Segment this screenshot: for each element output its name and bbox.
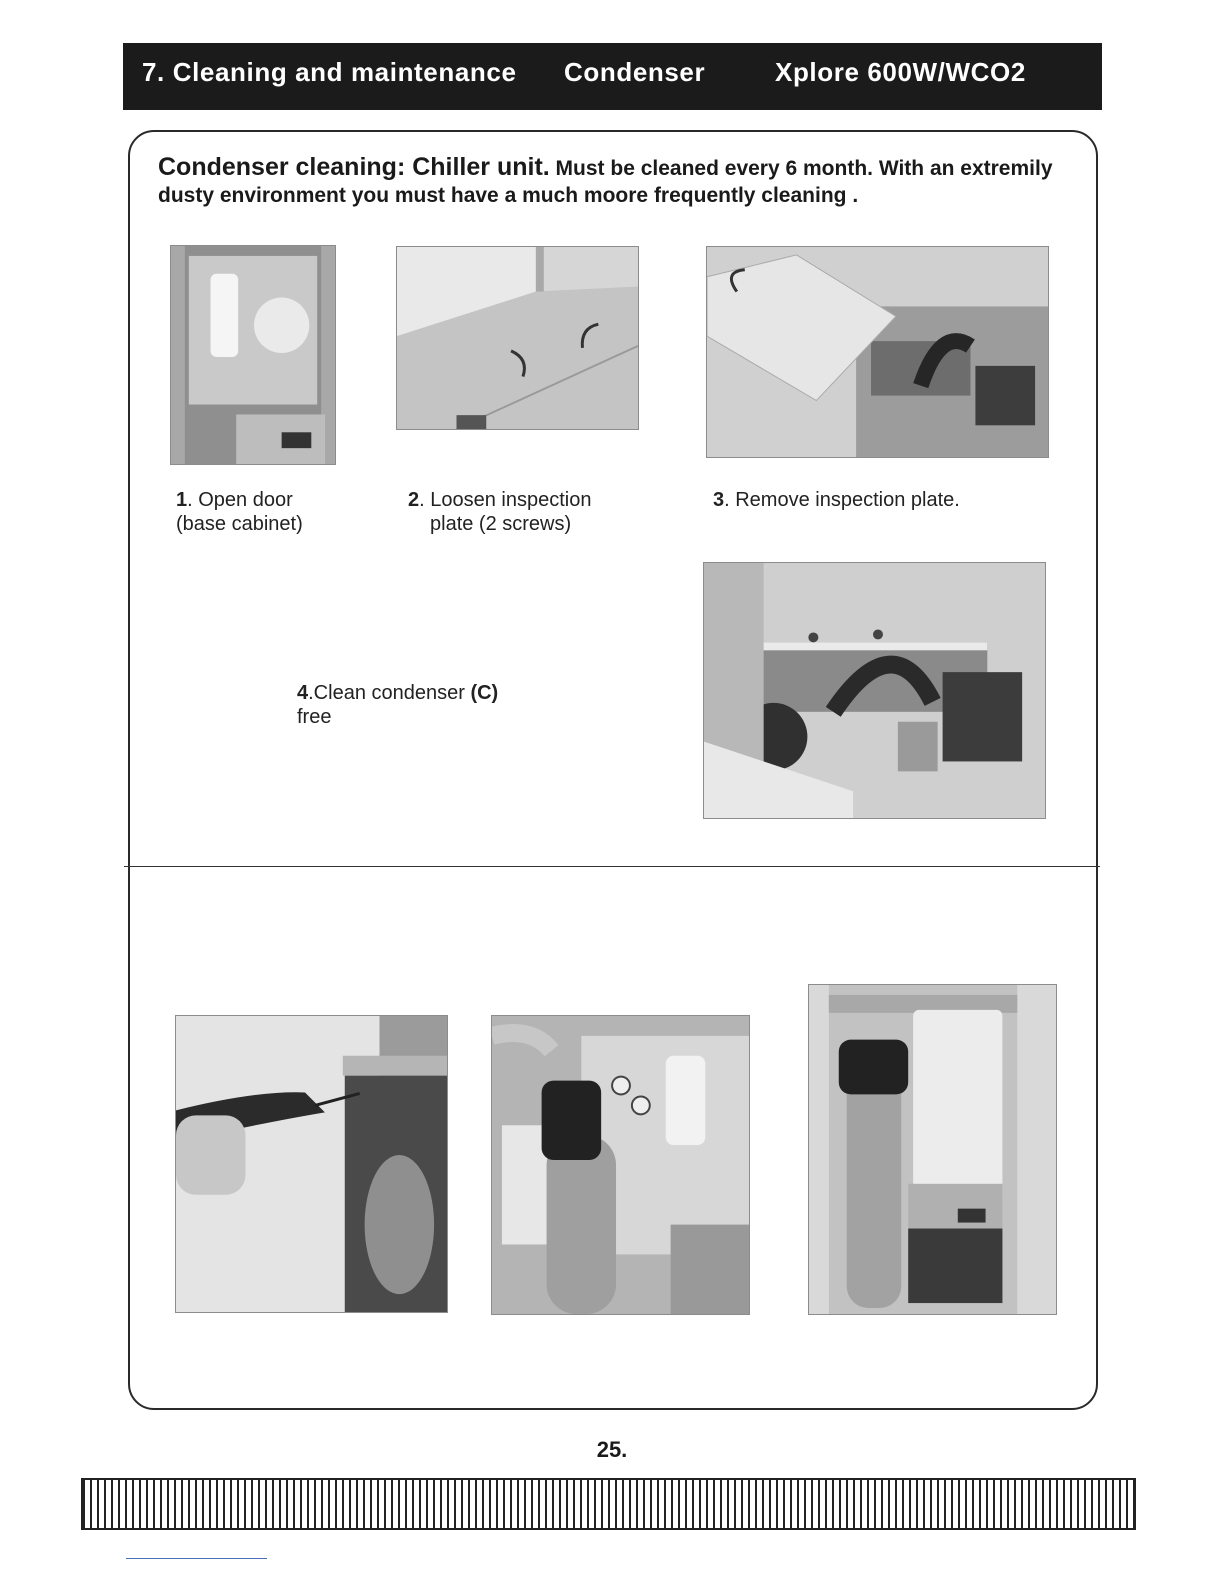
step-2-caption xyxy=(408,488,591,536)
photo-screwdriver xyxy=(175,1015,448,1313)
step-3-number: 3 xyxy=(713,489,725,511)
photo-cabinet-bottle xyxy=(808,984,1057,1315)
intro-body: Must be cleaned every 6 month. With an extremily dusty environment you must have a much moore frequently cleaning . xyxy=(158,157,1053,207)
section-title: 7. Cleaning and maintenance xyxy=(142,57,517,87)
step-1-caption xyxy=(176,488,303,536)
step-4-caption xyxy=(297,681,498,729)
step-4-label: (C) xyxy=(470,682,499,704)
step-2-line1: . Loosen inspection xyxy=(419,489,592,511)
panel-divider xyxy=(124,866,1100,867)
footer-stripes xyxy=(81,1478,1136,1530)
step-1-line1: . Open door xyxy=(187,489,293,511)
header-bar xyxy=(123,43,1102,110)
step-4-line1: .Clean condenser xyxy=(308,682,471,704)
intro-lead: Condenser cleaning: Chiller unit. xyxy=(158,153,550,181)
intro-text xyxy=(158,154,1058,209)
step-3-line1: . Remove inspection plate. xyxy=(724,489,960,511)
footer-line xyxy=(126,1558,267,1559)
photo-remove-plate xyxy=(706,246,1049,458)
step-3-caption xyxy=(713,488,960,512)
step-2-number: 2 xyxy=(408,489,420,511)
photo-loosen-plate xyxy=(396,246,639,430)
topic-title: Condenser xyxy=(564,57,706,87)
photo-co2-regulator xyxy=(491,1015,750,1315)
page-number: 25. xyxy=(596,1437,628,1462)
step-4-number: 4 xyxy=(297,682,309,704)
step-2-line2: plate (2 screws) xyxy=(430,513,572,535)
step-4-line2: free xyxy=(297,706,332,728)
model-title: Xplore 600W/WCO2 xyxy=(775,57,1026,87)
photo-condenser xyxy=(703,562,1046,819)
photo-open-door xyxy=(170,245,336,465)
step-1-line2: (base cabinet) xyxy=(176,513,303,535)
step-1-number: 1 xyxy=(176,489,188,511)
